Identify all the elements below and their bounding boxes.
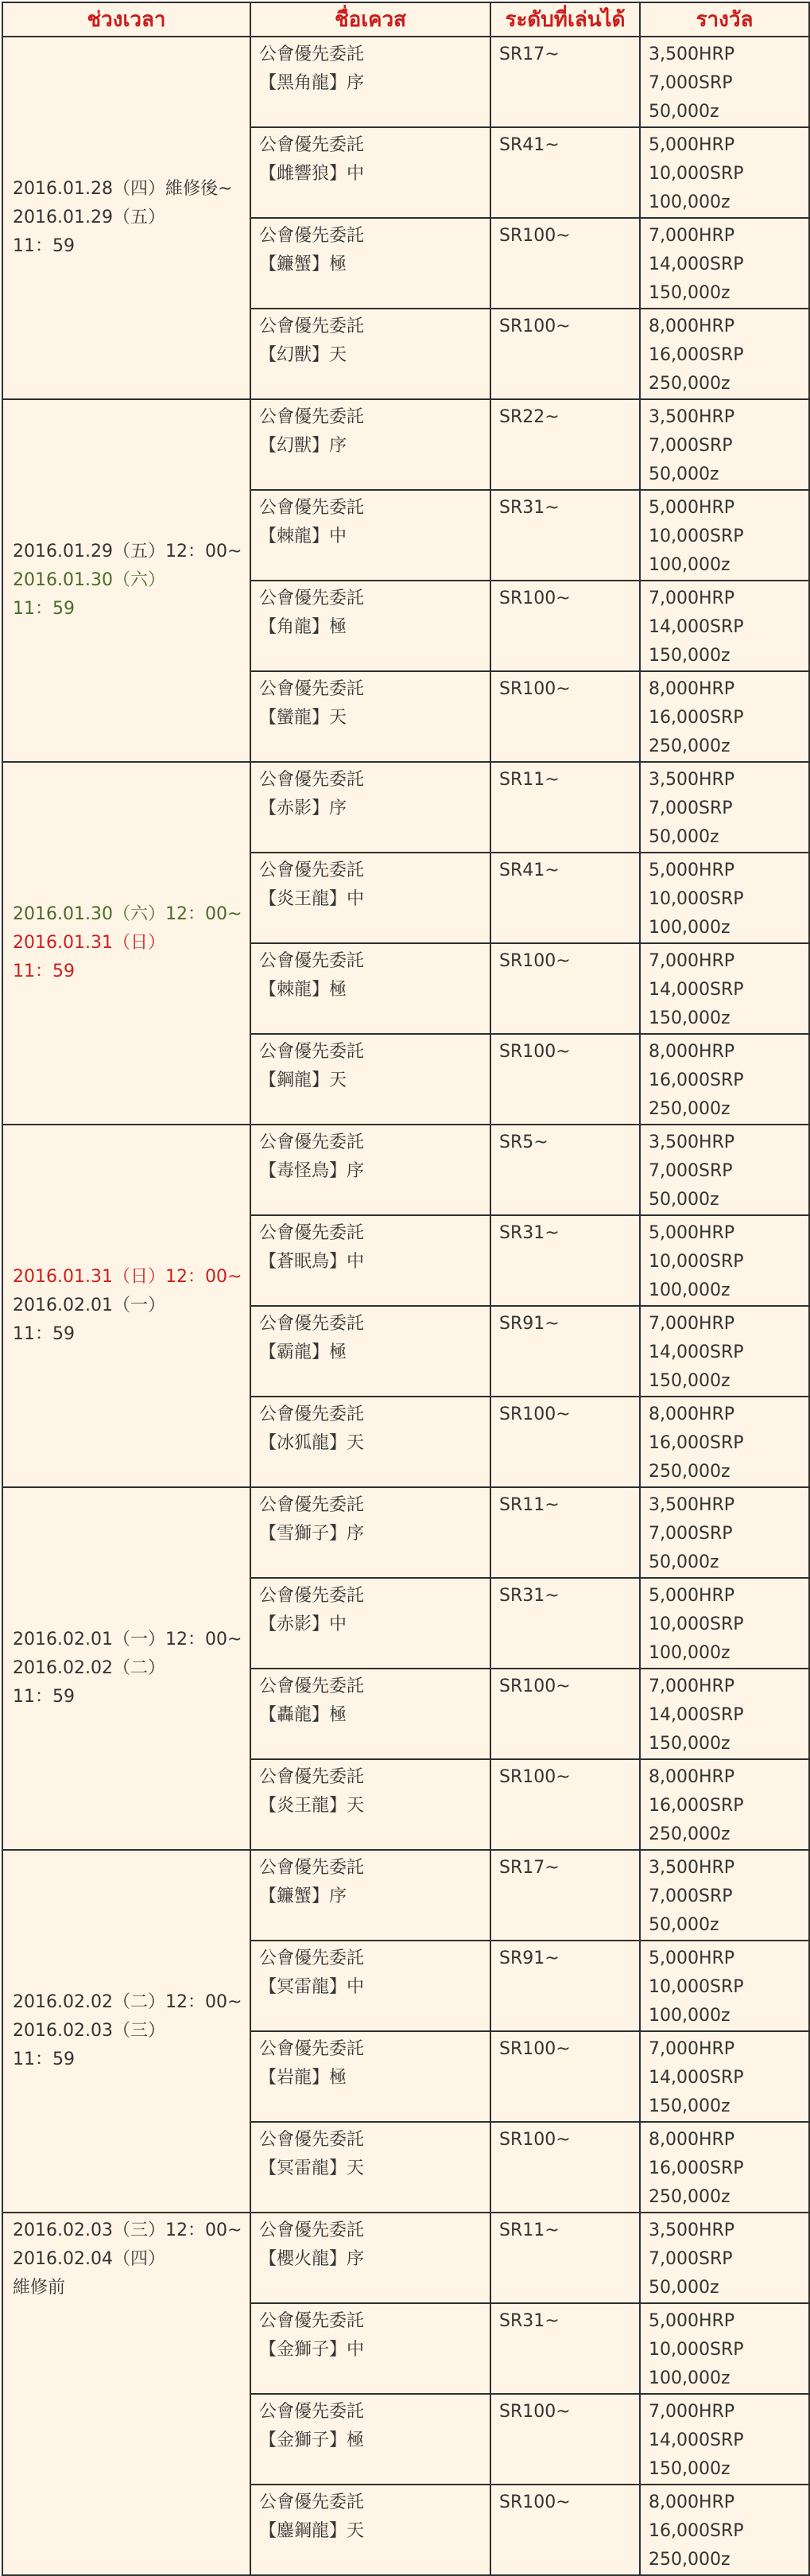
quest-monster: 【赤影】序 <box>259 798 347 818</box>
reward-hrp: 3,500HRP <box>649 407 735 427</box>
level-requirement: SR11~ <box>499 2220 560 2240</box>
reward-hrp: 3,500HRP <box>649 770 735 790</box>
period-cell <box>2 399 250 762</box>
quest-category: 公會優先委託 <box>259 1405 365 1424</box>
level-cell <box>490 309 640 399</box>
quest-name-cell <box>250 2485 490 2575</box>
quest-category: 公會優先委託 <box>259 1586 365 1606</box>
reward-cell <box>640 399 809 490</box>
reward-hrp: 3,500HRP <box>649 1858 735 1878</box>
quest-monster: 【鐮蟹】極 <box>259 254 347 274</box>
quest-category: 公會優先委託 <box>259 1767 365 1787</box>
reward-zenny: 250,000z <box>649 1099 731 1119</box>
level-requirement: SR5~ <box>499 1133 548 1152</box>
quest-name-cell <box>250 309 490 399</box>
reward-cell <box>640 1578 809 1669</box>
header-row <box>2 2 809 37</box>
table-body <box>2 37 809 2575</box>
level-cell <box>490 762 640 853</box>
quest-name-cell <box>250 2031 490 2122</box>
level-requirement: SR11~ <box>499 770 560 790</box>
reward-hrp: 8,000HRP <box>649 317 735 336</box>
reward-cell <box>640 1397 809 1487</box>
level-cell <box>490 127 640 218</box>
level-cell <box>490 671 640 762</box>
period-line: 11：59 <box>13 1687 75 1707</box>
period-line: 2016.02.02（二） <box>13 1658 165 1678</box>
reward-cell <box>640 2031 809 2122</box>
reward-hrp: 8,000HRP <box>649 2492 735 2512</box>
level-cell <box>490 1941 640 2031</box>
quest-monster: 【岩龍】極 <box>259 2068 347 2088</box>
period-line: 維修前 <box>13 2278 66 2298</box>
level-requirement: SR91~ <box>499 1949 560 1968</box>
reward-hrp: 8,000HRP <box>649 679 735 699</box>
period-line: 2016.01.30（六） <box>13 570 165 590</box>
reward-hrp: 7,000HRP <box>649 1314 735 1334</box>
table-row <box>2 762 809 853</box>
period-cell <box>2 37 250 399</box>
quest-monster: 【鏖鋼龍】天 <box>259 2521 365 2541</box>
level-requirement: SR100~ <box>499 317 571 336</box>
level-requirement: SR17~ <box>499 45 560 64</box>
header-period: ช่วงเวลา <box>2 2 250 37</box>
reward-zenny: 100,000z <box>649 1280 731 1300</box>
quest-name-cell <box>250 127 490 218</box>
quest-monster: 【冰狐龍】天 <box>259 1433 365 1453</box>
quest-monster: 【蒼眠鳥】中 <box>259 1252 365 1272</box>
period-line: 2016.01.31（日） <box>13 933 165 953</box>
period-line: 2016.02.04（四） <box>13 2249 165 2269</box>
level-requirement: SR22~ <box>499 407 560 427</box>
quest-category: 公會優先委託 <box>259 679 365 699</box>
quest-name-cell <box>250 37 490 127</box>
quest-monster: 【冥雷龍】天 <box>259 2158 365 2178</box>
quest-name-cell <box>250 1578 490 1669</box>
level-requirement: SR100~ <box>499 226 571 246</box>
reward-zenny: 50,000z <box>649 1552 719 1572</box>
quest-category: 公會優先委託 <box>259 1858 365 1878</box>
reward-hrp: 5,000HRP <box>649 1586 735 1606</box>
quest-category: 公會優先委託 <box>259 407 365 427</box>
quest-monster: 【鐮蟹】序 <box>259 1886 347 1906</box>
reward-cell <box>640 2303 809 2394</box>
quest-category: 公會優先委託 <box>259 1677 365 1696</box>
level-cell <box>490 2122 640 2213</box>
quest-category: 公會優先委託 <box>259 2402 365 2422</box>
reward-srp: 16,000SRP <box>649 345 744 365</box>
reward-cell <box>640 1215 809 1306</box>
quest-monster: 【黑角龍】序 <box>259 73 365 93</box>
reward-zenny: 100,000z <box>649 1643 731 1663</box>
reward-zenny: 50,000z <box>649 464 719 484</box>
reward-srp: 7,000SRP <box>649 2249 733 2269</box>
quest-monster: 【毒怪鳥】序 <box>259 1161 365 1181</box>
reward-zenny: 150,000z <box>649 283 731 303</box>
quest-category: 公會優先委託 <box>259 135 365 155</box>
quest-category: 公會優先委託 <box>259 770 365 790</box>
level-requirement: SR100~ <box>499 2039 571 2059</box>
quest-category: 公會優先委託 <box>259 1223 365 1243</box>
reward-zenny: 100,000z <box>649 2006 731 2026</box>
quest-category: 公會優先委託 <box>259 589 365 608</box>
period-line: 11：59 <box>13 2050 75 2069</box>
reward-hrp: 3,500HRP <box>649 1133 735 1152</box>
reward-zenny: 150,000z <box>649 1734 731 1754</box>
reward-srp: 7,000SRP <box>649 798 733 818</box>
period-cell <box>2 1850 250 2213</box>
reward-srp: 16,000SRP <box>649 2158 744 2178</box>
reward-cell <box>640 2394 809 2485</box>
quest-name-cell <box>250 2394 490 2485</box>
reward-srp: 14,000SRP <box>649 1342 744 1362</box>
quest-category: 公會優先委託 <box>259 45 365 64</box>
reward-hrp: 5,000HRP <box>649 498 735 518</box>
reward-srp: 10,000SRP <box>649 526 744 546</box>
level-cell <box>490 218 640 309</box>
period-line: 2016.01.31（日）12：00~ <box>13 1267 242 1287</box>
level-cell <box>490 1487 640 1578</box>
level-cell <box>490 1306 640 1397</box>
quest-monster: 【炎王龍】中 <box>259 889 365 909</box>
quest-category: 公會優先委託 <box>259 2130 365 2150</box>
level-cell <box>490 1034 640 1125</box>
reward-srp: 16,000SRP <box>649 1070 744 1090</box>
period-line: 2016.02.03（三）12：00~ <box>13 2220 242 2240</box>
reward-hrp: 3,500HRP <box>649 1495 735 1515</box>
reward-hrp: 7,000HRP <box>649 2039 735 2059</box>
reward-hrp: 7,000HRP <box>649 951 735 971</box>
quest-monster: 【霸龍】極 <box>259 1342 347 1362</box>
level-requirement: SR17~ <box>499 1858 560 1878</box>
quest-name-cell <box>250 762 490 853</box>
quest-name-cell <box>250 1125 490 1215</box>
period-line: 11：59 <box>13 1324 75 1344</box>
reward-cell <box>640 853 809 943</box>
reward-hrp: 5,000HRP <box>649 135 735 155</box>
level-requirement: SR100~ <box>499 951 571 971</box>
quest-name-cell <box>250 1759 490 1850</box>
level-cell <box>490 1125 640 1215</box>
quest-name-cell <box>250 1397 490 1487</box>
reward-hrp: 3,500HRP <box>649 45 735 64</box>
level-requirement: SR100~ <box>499 1677 571 1696</box>
table-row <box>2 1487 809 1578</box>
period-cell <box>2 1125 250 1487</box>
period-cell <box>2 1487 250 1850</box>
reward-srp: 16,000SRP <box>649 708 744 728</box>
reward-cell <box>640 309 809 399</box>
reward-zenny: 250,000z <box>649 1824 731 1844</box>
quest-monster: 【赤影】中 <box>259 1614 347 1634</box>
reward-hrp: 7,000HRP <box>649 1677 735 1696</box>
level-requirement: SR100~ <box>499 1042 571 1062</box>
reward-zenny: 50,000z <box>649 1190 719 1210</box>
level-requirement: SR100~ <box>499 2130 571 2150</box>
quest-name-cell <box>250 399 490 490</box>
level-requirement: SR31~ <box>499 1223 560 1243</box>
reward-hrp: 7,000HRP <box>649 589 735 608</box>
reward-srp: 7,000SRP <box>649 436 733 456</box>
reward-srp: 16,000SRP <box>649 2521 744 2541</box>
reward-cell <box>640 490 809 581</box>
level-cell <box>490 2303 640 2394</box>
quest-name-cell <box>250 671 490 762</box>
quest-name-cell <box>250 1487 490 1578</box>
reward-hrp: 5,000HRP <box>649 1949 735 1968</box>
level-cell <box>490 1759 640 1850</box>
quest-monster: 【金獅子】中 <box>259 2340 365 2360</box>
reward-zenny: 50,000z <box>649 827 719 847</box>
level-cell <box>490 943 640 1034</box>
quest-name-cell <box>250 1306 490 1397</box>
reward-cell <box>640 2485 809 2575</box>
quest-monster: 【金獅子】極 <box>259 2430 365 2450</box>
header-level: ระดับที่เล่นได้ <box>490 2 640 37</box>
reward-srp: 10,000SRP <box>649 1977 744 1997</box>
reward-hrp: 7,000HRP <box>649 226 735 246</box>
reward-hrp: 8,000HRP <box>649 1767 735 1787</box>
reward-zenny: 50,000z <box>649 1915 719 1935</box>
period-line: 2016.02.02（二）12：00~ <box>13 1992 242 2012</box>
level-cell <box>490 2213 640 2303</box>
quest-category: 公會優先委託 <box>259 1133 365 1152</box>
quest-name-cell <box>250 1669 490 1759</box>
reward-cell <box>640 1125 809 1215</box>
reward-srp: 14,000SRP <box>649 1705 744 1725</box>
level-cell <box>490 1397 640 1487</box>
period-line: 11：59 <box>13 962 75 981</box>
reward-hrp: 5,000HRP <box>649 2311 735 2331</box>
reward-srp: 7,000SRP <box>649 1886 733 1906</box>
reward-hrp: 5,000HRP <box>649 1223 735 1243</box>
reward-zenny: 50,000z <box>649 102 719 122</box>
table-row <box>2 399 809 490</box>
reward-zenny: 250,000z <box>649 1462 731 1482</box>
quest-name-cell <box>250 1850 490 1941</box>
reward-srp: 14,000SRP <box>649 617 744 637</box>
reward-cell <box>640 762 809 853</box>
reward-srp: 10,000SRP <box>649 164 744 184</box>
quest-category: 公會優先委託 <box>259 2492 365 2512</box>
level-cell <box>490 581 640 671</box>
reward-srp: 7,000SRP <box>649 1161 733 1181</box>
quest-category: 公會優先委託 <box>259 2311 365 2331</box>
table-row <box>2 2213 809 2303</box>
reward-zenny: 250,000z <box>649 2550 731 2570</box>
level-cell <box>490 2485 640 2575</box>
reward-cell <box>640 1306 809 1397</box>
level-cell <box>490 853 640 943</box>
quest-category: 公會優先委託 <box>259 861 365 880</box>
level-cell <box>490 1215 640 1306</box>
quest-monster: 【雪獅子】序 <box>259 1524 365 1544</box>
quest-monster: 【角龍】極 <box>259 617 347 637</box>
header-reward: รางวัล <box>640 2 809 37</box>
table-row <box>2 37 809 127</box>
quest-category: 公會優先委託 <box>259 1314 365 1334</box>
level-requirement: SR11~ <box>499 1495 560 1515</box>
quest-name-cell <box>250 490 490 581</box>
table-row <box>2 1850 809 1941</box>
reward-zenny: 50,000z <box>649 2278 719 2298</box>
reward-srp: 14,000SRP <box>649 980 744 1000</box>
quest-name-cell <box>250 581 490 671</box>
quest-schedule-table <box>2 2 810 2576</box>
quest-monster: 【轟龍】極 <box>259 1705 347 1725</box>
reward-zenny: 100,000z <box>649 2368 731 2388</box>
level-cell <box>490 1850 640 1941</box>
reward-zenny: 250,000z <box>649 374 731 394</box>
level-requirement: SR100~ <box>499 1405 571 1424</box>
quest-category: 公會優先委託 <box>259 2039 365 2059</box>
reward-zenny: 150,000z <box>649 1371 731 1391</box>
quest-name-cell <box>250 2122 490 2213</box>
reward-zenny: 150,000z <box>649 2096 731 2116</box>
period-line: 2016.01.29（五）12：00~ <box>13 542 242 561</box>
level-requirement: SR41~ <box>499 135 560 155</box>
period-line: 2016.02.01（一）12：00~ <box>13 1630 242 1649</box>
reward-cell <box>640 1941 809 2031</box>
period-line: 11：59 <box>13 599 75 619</box>
quest-name-cell <box>250 1215 490 1306</box>
quest-monster: 【幻獸】序 <box>259 436 347 456</box>
quest-category: 公會優先委託 <box>259 226 365 246</box>
quest-category: 公會優先委託 <box>259 498 365 518</box>
quest-monster: 【櫻火龍】序 <box>259 2249 365 2269</box>
level-requirement: SR31~ <box>499 2311 560 2331</box>
reward-srp: 10,000SRP <box>649 1614 744 1634</box>
level-cell <box>490 2394 640 2485</box>
quest-monster: 【棘龍】極 <box>259 980 347 1000</box>
reward-cell <box>640 1034 809 1125</box>
table-row <box>2 1125 809 1215</box>
reward-hrp: 5,000HRP <box>649 861 735 880</box>
reward-zenny: 100,000z <box>649 918 731 938</box>
reward-srp: 10,000SRP <box>649 2340 744 2360</box>
quest-name-cell <box>250 218 490 309</box>
reward-cell <box>640 37 809 127</box>
reward-cell <box>640 1669 809 1759</box>
reward-zenny: 100,000z <box>649 555 731 575</box>
reward-cell <box>640 1487 809 1578</box>
reward-zenny: 100,000z <box>649 192 731 212</box>
level-requirement: SR100~ <box>499 679 571 699</box>
level-cell <box>490 2031 640 2122</box>
quest-monster: 【冥雷龍】中 <box>259 1977 365 1997</box>
level-cell <box>490 490 640 581</box>
reward-cell <box>640 581 809 671</box>
reward-srp: 7,000SRP <box>649 73 733 93</box>
quest-monster: 【蠻龍】天 <box>259 708 347 728</box>
reward-cell <box>640 1850 809 1941</box>
level-requirement: SR100~ <box>499 1767 571 1787</box>
reward-srp: 16,000SRP <box>649 1796 744 1816</box>
quest-monster: 【雌響狼】中 <box>259 164 365 184</box>
quest-name-cell <box>250 1034 490 1125</box>
quest-name-cell <box>250 853 490 943</box>
reward-cell <box>640 127 809 218</box>
reward-hrp: 8,000HRP <box>649 2130 735 2150</box>
period-line: 2016.01.28（四）維修後~ <box>13 179 233 199</box>
level-cell <box>490 1578 640 1669</box>
reward-zenny: 250,000z <box>649 2187 731 2207</box>
period-line: 2016.01.30（六）12：00~ <box>13 904 242 924</box>
quest-name-cell <box>250 2303 490 2394</box>
quest-category: 公會優先委託 <box>259 1495 365 1515</box>
period-line: 2016.02.03（三） <box>13 2021 165 2041</box>
level-requirement: SR100~ <box>499 2492 571 2512</box>
quest-monster: 【炎王龍】天 <box>259 1796 365 1816</box>
reward-srp: 16,000SRP <box>649 1433 744 1453</box>
reward-cell <box>640 1759 809 1850</box>
reward-srp: 14,000SRP <box>649 2430 744 2450</box>
reward-hrp: 8,000HRP <box>649 1042 735 1062</box>
reward-srp: 7,000SRP <box>649 1524 733 1544</box>
level-requirement: SR100~ <box>499 589 571 608</box>
reward-zenny: 150,000z <box>649 646 731 666</box>
period-cell <box>2 2213 250 2575</box>
quest-name-cell <box>250 943 490 1034</box>
reward-cell <box>640 2122 809 2213</box>
level-requirement: SR31~ <box>499 498 560 518</box>
quest-category: 公會優先委託 <box>259 2220 365 2240</box>
quest-name-cell <box>250 1941 490 2031</box>
period-line: 2016.01.29（五） <box>13 208 165 227</box>
reward-cell <box>640 943 809 1034</box>
quest-monster: 【棘龍】中 <box>259 526 347 546</box>
level-requirement: SR100~ <box>499 2402 571 2422</box>
reward-srp: 10,000SRP <box>649 889 744 909</box>
reward-srp: 14,000SRP <box>649 254 744 274</box>
quest-category: 公會優先委託 <box>259 1042 365 1062</box>
quest-category: 公會優先委託 <box>259 1949 365 1968</box>
reward-srp: 14,000SRP <box>649 2068 744 2088</box>
reward-zenny: 250,000z <box>649 736 731 756</box>
reward-hrp: 7,000HRP <box>649 2402 735 2422</box>
reward-hrp: 8,000HRP <box>649 1405 735 1424</box>
level-cell <box>490 37 640 127</box>
level-requirement: SR41~ <box>499 861 560 880</box>
quest-name-cell <box>250 2213 490 2303</box>
reward-srp: 10,000SRP <box>649 1252 744 1272</box>
period-line: 11：59 <box>13 236 75 256</box>
quest-monster: 【鋼龍】天 <box>259 1070 347 1090</box>
level-cell <box>490 1669 640 1759</box>
level-requirement: SR91~ <box>499 1314 560 1334</box>
quest-monster: 【幻獸】天 <box>259 345 347 365</box>
quest-category: 公會優先委託 <box>259 951 365 971</box>
reward-cell <box>640 218 809 309</box>
reward-cell <box>640 671 809 762</box>
level-requirement: SR31~ <box>499 1586 560 1606</box>
header-quest-name: ชื่อเควส <box>250 2 490 37</box>
reward-hrp: 3,500HRP <box>649 2220 735 2240</box>
period-cell <box>2 762 250 1125</box>
reward-zenny: 150,000z <box>649 2459 731 2479</box>
reward-zenny: 150,000z <box>649 1008 731 1028</box>
reward-cell <box>640 2213 809 2303</box>
level-cell <box>490 399 640 490</box>
quest-category: 公會優先委託 <box>259 317 365 336</box>
period-line: 2016.02.01（一） <box>13 1296 165 1315</box>
